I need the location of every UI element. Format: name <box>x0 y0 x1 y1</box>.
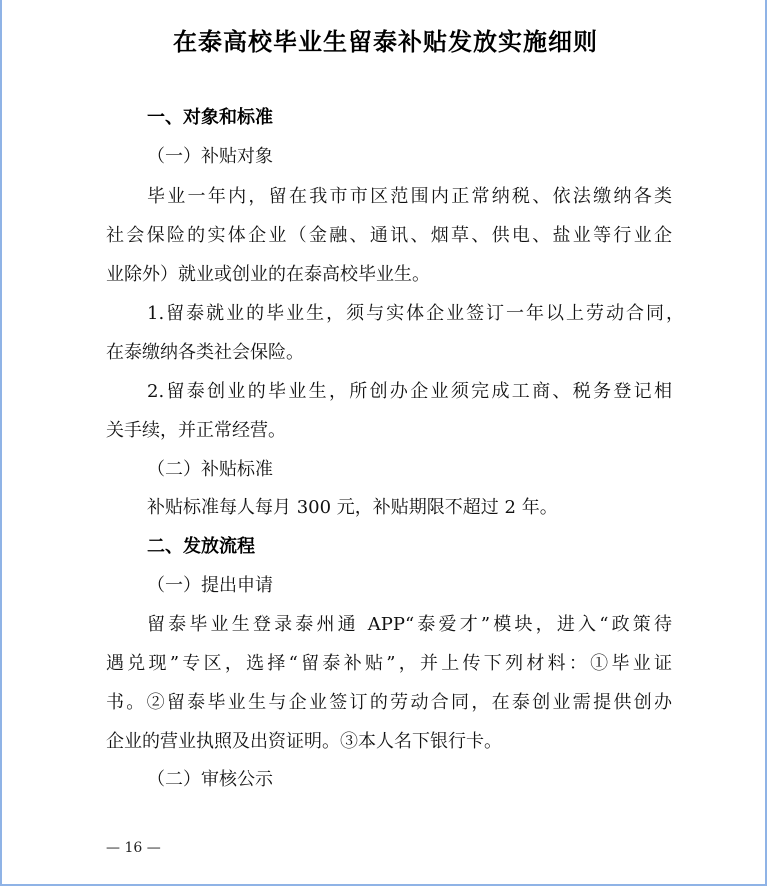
document-title: 在泰高校毕业生留泰补贴发放实施细则 <box>173 28 598 56</box>
paragraph-line: 业除外）就业或创业的在泰高校毕业生。 <box>106 264 430 285</box>
paragraph-line: 留泰毕业生登录泰州通 APP“泰爱才”模块，进入“政策待 <box>147 614 672 635</box>
paragraph-line: 补贴标准每人每月 300 元，补贴期限不超过 2 年。 <box>147 497 558 518</box>
paragraph-line: 书。②留泰毕业生与企业签订的劳动合同，在泰创业需提供创办 <box>106 692 672 713</box>
section-heading-2: 二、发放流程 <box>147 536 255 557</box>
subsection-heading-1-1: （一）补贴对象 <box>147 146 273 167</box>
page-number: — 16 — <box>106 840 161 856</box>
subsection-heading-2-2: （二）审核公示 <box>147 769 273 790</box>
paragraph-line: 企业的营业执照及出资证明。③本人名下银行卡。 <box>106 731 502 752</box>
paragraph-line: 在泰缴纳各类社会保险。 <box>106 342 304 363</box>
paragraph-line: 关手续，并正常经营。 <box>106 420 286 441</box>
paragraph-line: 毕业一年内，留在我市市区范围内正常纳税、依法缴纳各类 <box>147 186 672 207</box>
paragraph-line: 遇兑现”专区，选择“留泰补贴”，并上传下列材料：①毕业证 <box>106 653 672 674</box>
paragraph-line: 社会保险的实体企业（金融、通讯、烟草、供电、盐业等行业企 <box>106 225 672 246</box>
paragraph-line: 1.留泰就业的毕业生，须与实体企业签订一年以上劳动合同， <box>147 303 684 324</box>
subsection-heading-1-2: （二）补贴标准 <box>147 459 273 480</box>
paragraph-line: 2.留泰创业的毕业生，所创办企业须完成工商、税务登记相 <box>147 381 672 402</box>
subsection-heading-2-1: （一）提出申请 <box>147 575 273 596</box>
section-heading-1: 一、对象和标准 <box>147 107 273 128</box>
